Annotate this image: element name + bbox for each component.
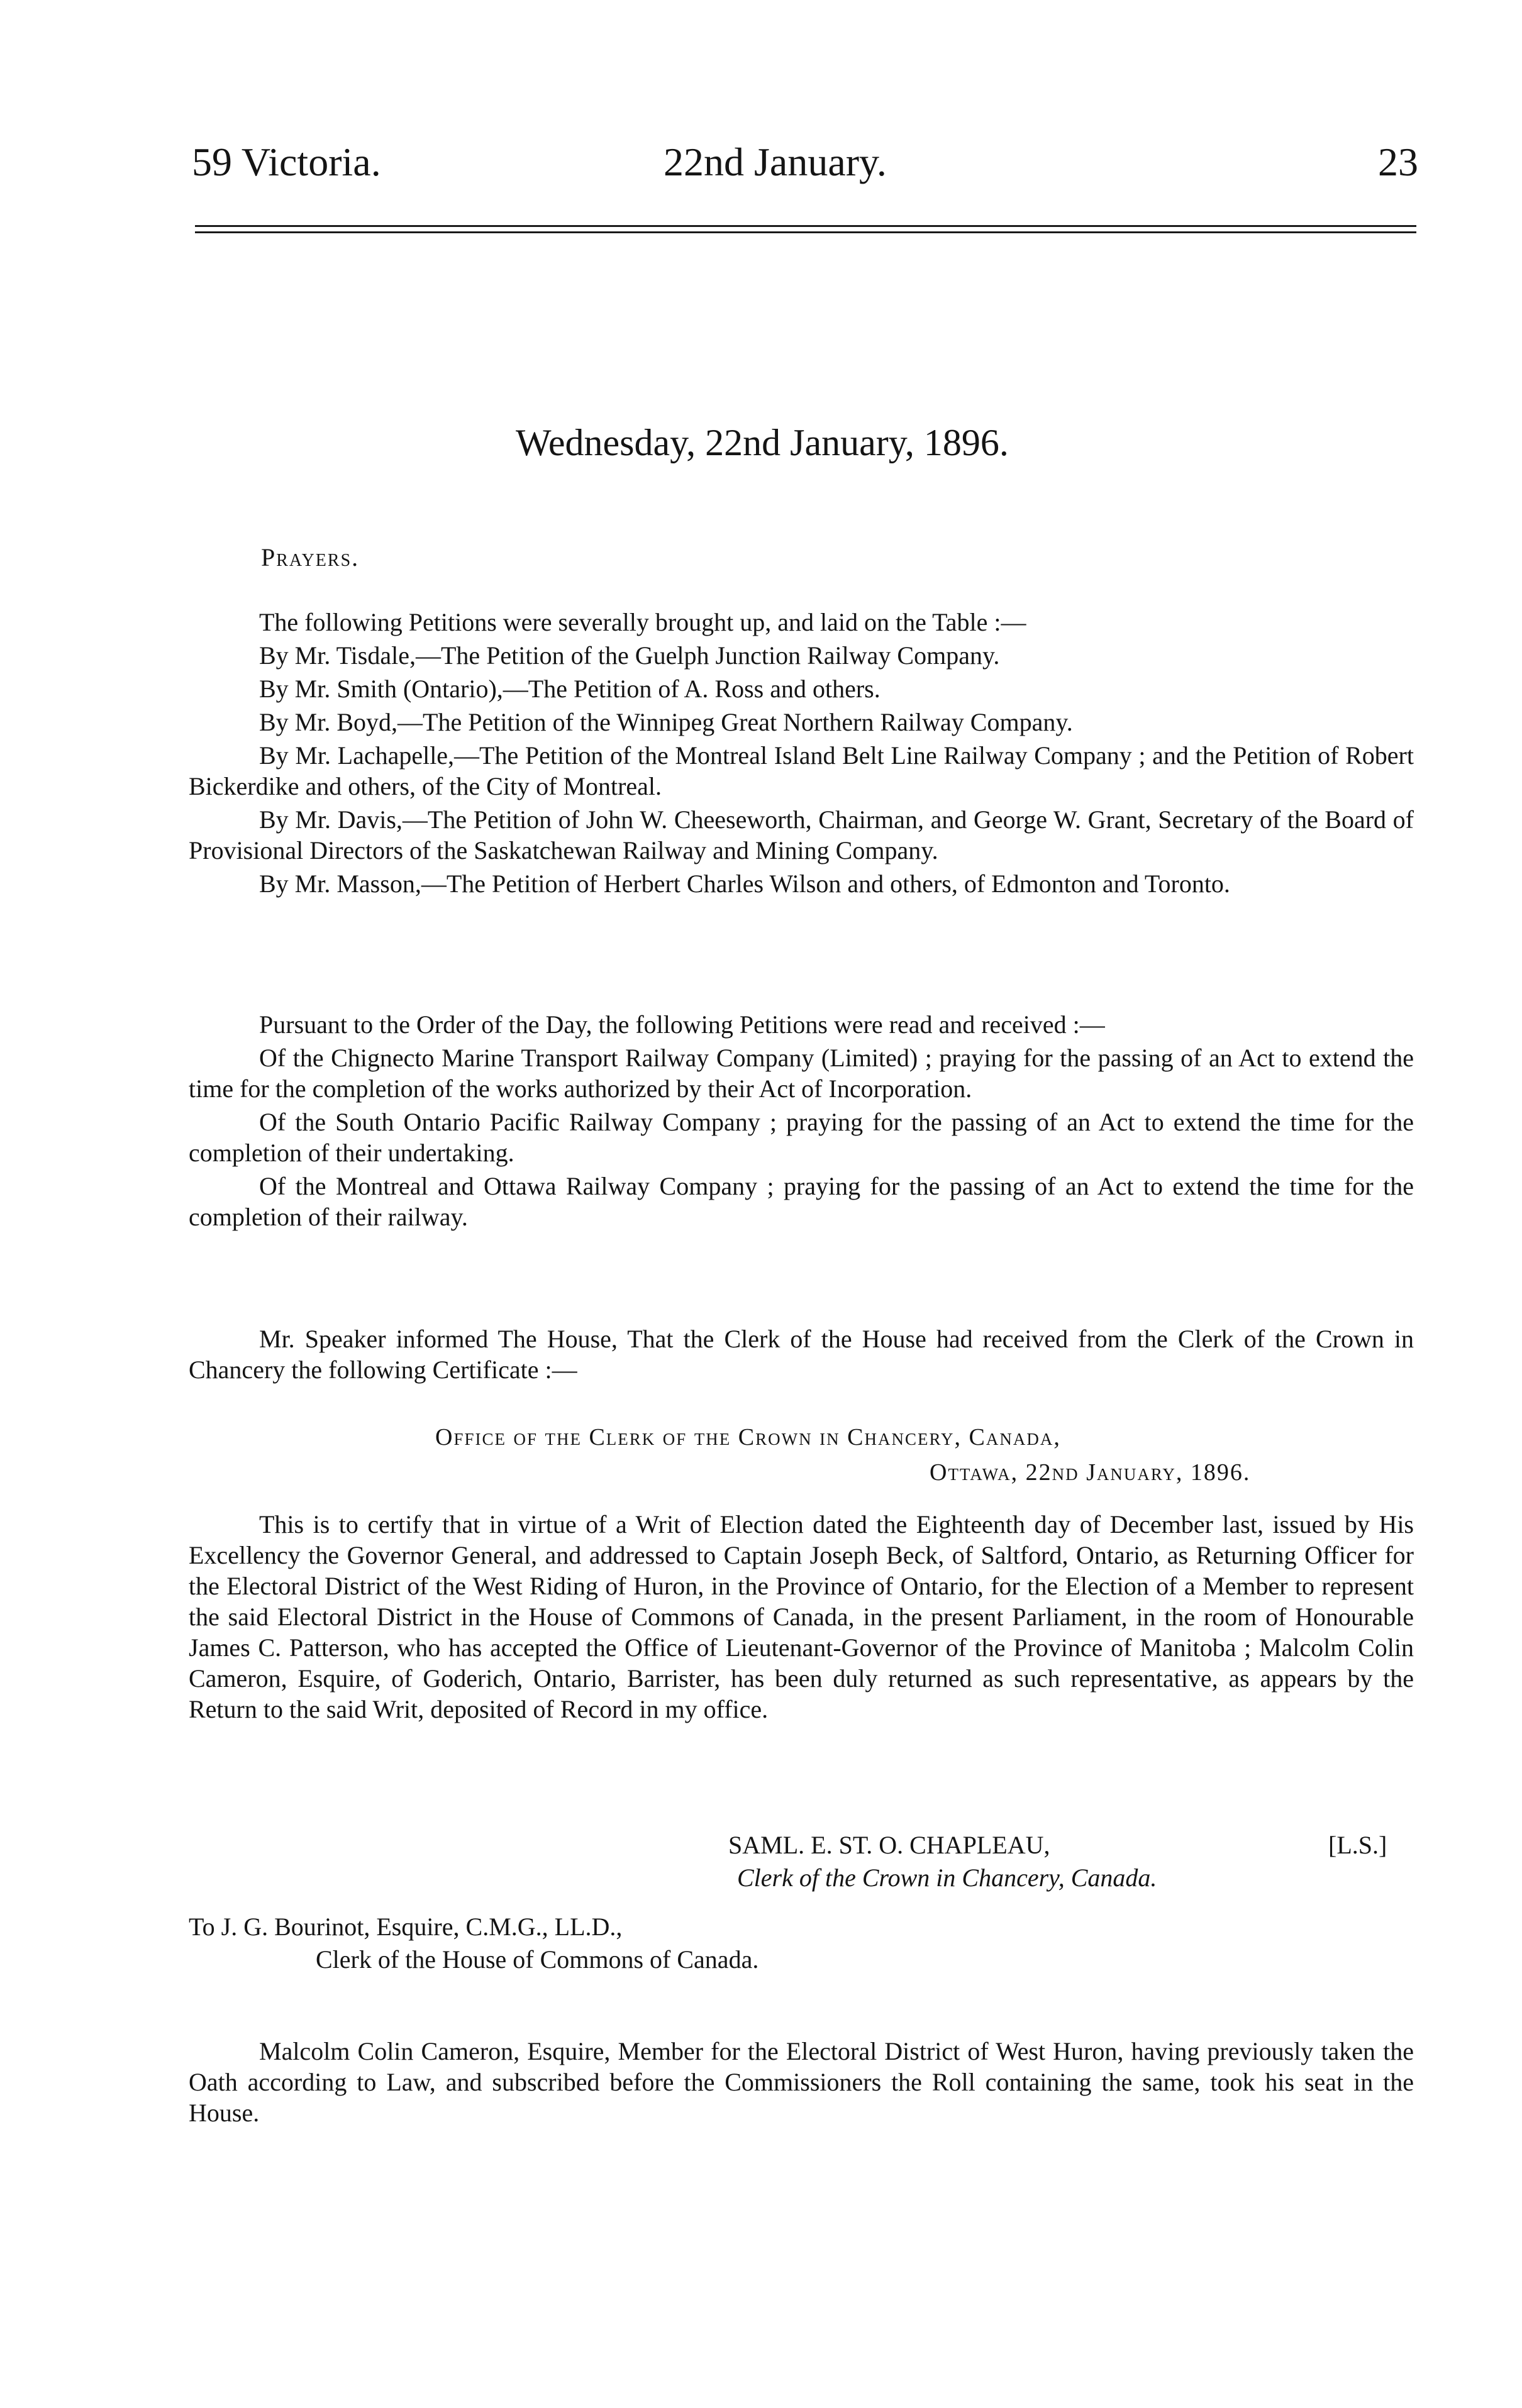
header-rule-top xyxy=(195,225,1416,227)
signatory-name: SAML. E. ST. O. CHAPLEAU, xyxy=(728,1831,1050,1859)
order-intro: Pursuant to the Order of the Day, the following Petitions were read and received :— xyxy=(259,1010,1105,1039)
certificate-body-block xyxy=(189,1509,1414,1725)
petition-received: Of the Montreal and Ottawa Railway Company ; praying for the passing of an Act to extend the time for the completion of their railway. xyxy=(189,1172,1414,1231)
petition-received: Of the Chignecto Marine Transport Railway Company (Limited) ; praying for the passing of an Act to extend the time for the completion of the works authorized by their Act of Incorporation. xyxy=(189,1044,1414,1103)
seal-mark: [L.S.] xyxy=(1328,1831,1387,1859)
petition-entry: By Mr. Tisdale,—The Petition of the Guelph Junction Railway Company. xyxy=(259,641,1000,670)
petition-entry: By Mr. Masson,—The Petition of Herbert Charles Wilson and others, of Edmonton and Toronto. xyxy=(259,870,1230,898)
speaker-text: Mr. Speaker informed The House, That the Clerk of the House had received from the Clerk of the Crown in Chancery the following Certificate :— xyxy=(189,1325,1414,1384)
prayers-heading: Prayers. xyxy=(261,543,360,572)
oath-paragraph-block xyxy=(189,2036,1414,2128)
petition-received: Of the South Ontario Pacific Railway Company ; praying for the passing of an Act to extend the time for the completion of their undertaking. xyxy=(189,1108,1414,1167)
petition-entry: By Mr. Davis,—The Petition of John W. Cheeseworth, Chairman, and George W. Grant, Secretary of the Board of Provisional Directors of the Saskatchewan Railway and Mining Company. xyxy=(189,805,1414,864)
session-label: 59 Victoria. xyxy=(192,140,381,184)
petition-entry: By Mr. Smith (Ontario),—The Petition of A. Ross and others. xyxy=(259,675,880,703)
signature-line xyxy=(728,1830,1387,1860)
header-date: 22nd January. xyxy=(664,140,887,184)
speaker-announcement xyxy=(189,1323,1414,1385)
signatory-title: Clerk of the Crown in Chancery, Canada. xyxy=(737,1864,1157,1892)
addressee-line-1: To J. G. Bourinot, Esquire, C.M.G., LL.D., xyxy=(189,1913,623,1941)
running-header xyxy=(192,137,1418,187)
petitions-intro: The following Petitions were severally brought up, and laid on the Table :— xyxy=(259,608,1026,636)
certificate-place-date: Ottawa, 22nd January, 1896. xyxy=(930,1459,1251,1486)
petition-entry: By Mr. Lachapelle,—The Petition of the Montreal Island Belt Line Railway Company ; and the Petition of Robert Bickerdike and others, of the City of Montreal. xyxy=(189,741,1414,800)
header-rule-bottom xyxy=(195,231,1416,233)
sitting-date-title: Wednesday, 22nd January, 1896. xyxy=(516,422,1009,463)
petitions-section xyxy=(189,607,1414,899)
addressee-line-2: Clerk of the House of Commons of Canada. xyxy=(316,1945,759,1974)
petition-entry: By Mr. Boyd,—The Petition of the Winnipeg Great Northern Railway Company. xyxy=(259,708,1073,736)
oath-paragraph: Malcolm Colin Cameron, Esquire, Member for the Electoral District of West Huron, having previously taken the Oath according to Law, and subscribed before the Commissioners the Roll containing the same, took his seat in the House. xyxy=(189,2037,1414,2127)
certificate-body: This is to certify that in virtue of a Writ of Election dated the Eighteenth day of December last, issued by His Excellency the Governor General, and addressed to Captain Joseph Beck, of Saltford, Ontario, as Returning Officer for the Electoral District of the West Riding of Huron, in the Province of Ontario, for the Election of a Member to represent the said Electoral District in the House of Commons of Canada, in the present Parliament, in the room of Honourable James C. Patterson, who has accepted the Office of Lieutenant-Governor of the Province of Manitoba ; Malcolm Colin Cameron, Esquire, of Goderich, Ontario, Barrister, has been duly returned as such representative, as appears by the Return to the said Writ, deposited of Record in my office. xyxy=(189,1510,1414,1723)
order-of-day-section xyxy=(189,1009,1414,1232)
certificate-office-line: Office of the Clerk of the Crown in Chancery, Canada, xyxy=(435,1424,1061,1450)
page-number: 23 xyxy=(1378,140,1418,184)
